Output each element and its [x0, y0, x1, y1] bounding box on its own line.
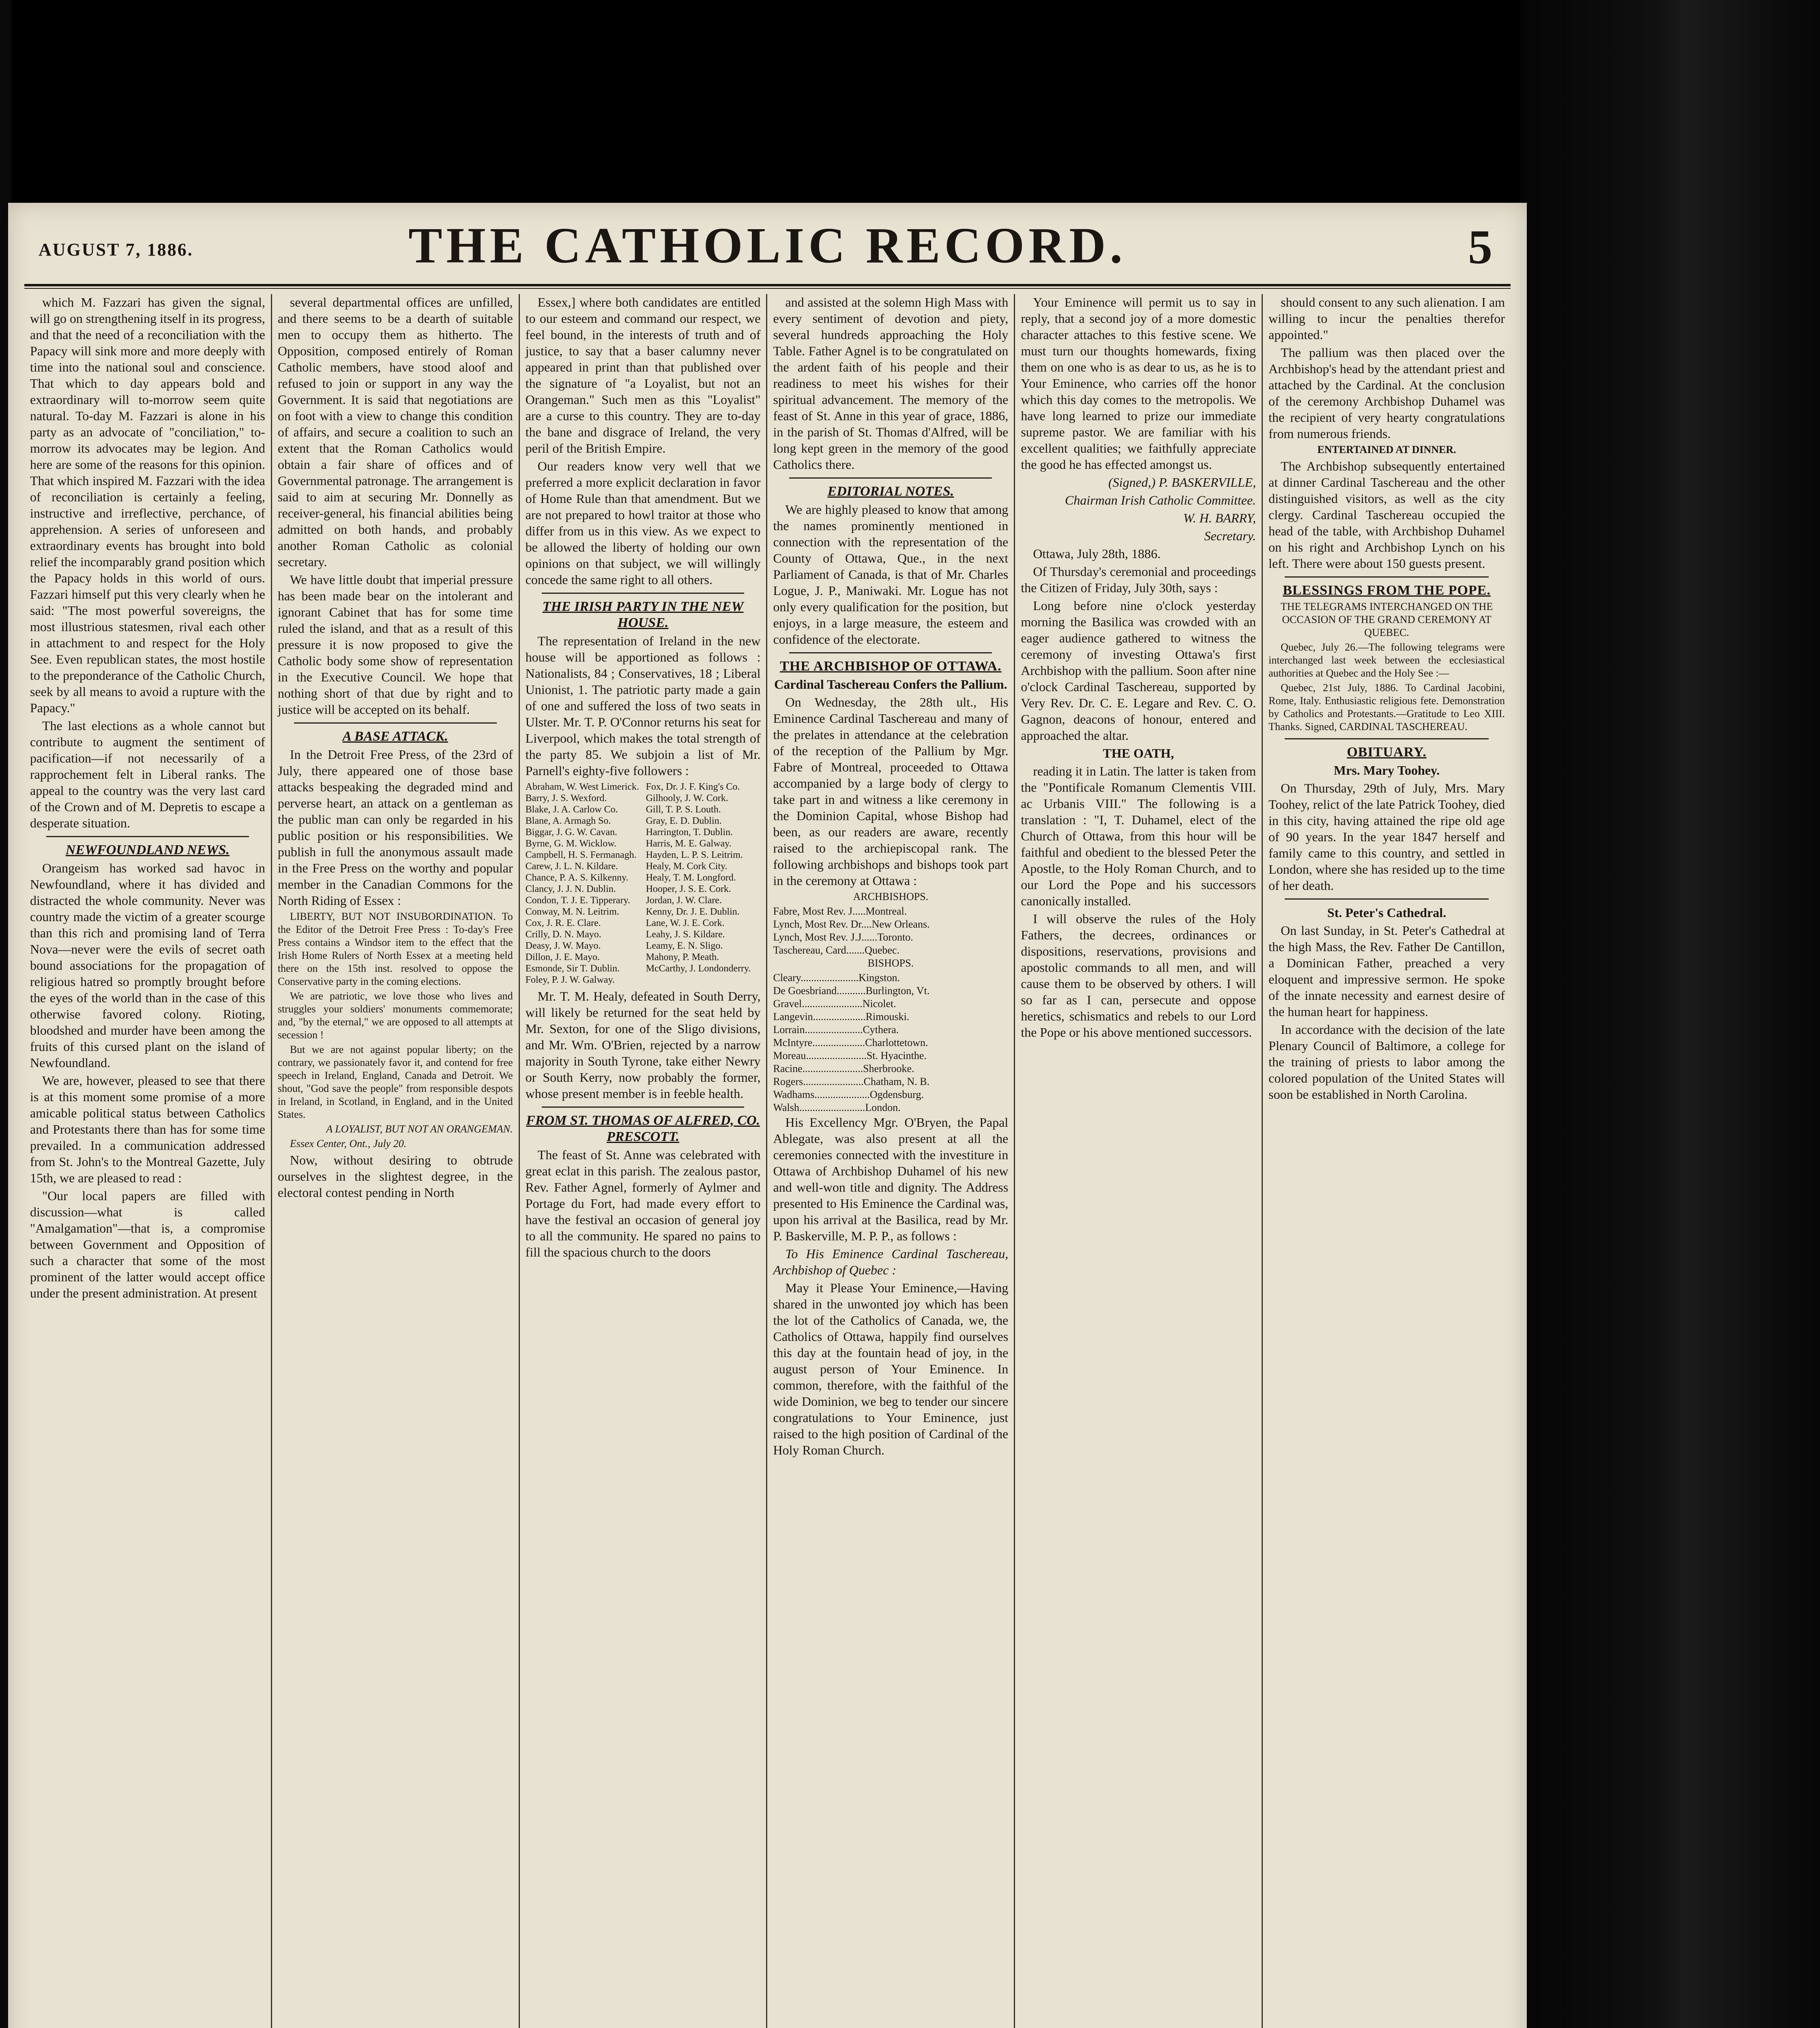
article-paragraph: On Wednesday, the 28th ult., His Eminence Cardinal Taschereau and many of the prelates in attendance at the celebration of the reception of the Pallium by Mgr. Fabre of Montreal, proceeded to Ottawa accompanied by a large body of clergy to take part in and witness a like ceremony in the Dominion Capital, whose Bishop had been, as our readers are aware, recently raised to the archiepiscopal rank. The following archbishops and bishops took part in the ceremony at Ottawa :	[773, 695, 1009, 888]
list-item: Moreau.......................St. Hyacinthe.	[773, 1050, 927, 1061]
list-item: Deasy, J. W. Mayo.	[525, 941, 601, 951]
section-subheading: Cardinal Taschereau Confers the Pallium.	[774, 677, 1007, 692]
list-item: Abraham, W. West Limerick.	[525, 782, 639, 792]
article-paragraph: Now, without desiring to obtrude ourselves in the slightest degree, in the electoral contest pending in North	[277, 1153, 513, 1200]
section-heading: THE IRISH PARTY IN THE NEW HOUSE.	[542, 599, 744, 630]
list-item: Biggar, J. G. W. Cavan.	[525, 827, 618, 838]
masthead-rule	[24, 284, 1511, 289]
list-item: Lynch, Most Rev. Dr....New Orleans.	[773, 918, 930, 930]
list-item: Racine.......................Sherbrooke.	[773, 1063, 914, 1074]
masthead-date: AUGUST 7, 1886.	[39, 240, 193, 260]
divider	[46, 836, 249, 837]
list-item: McIntyre....................Charlottetown.	[773, 1037, 928, 1048]
newspaper-page	[8, 203, 1527, 2028]
masthead	[8, 203, 1527, 284]
list-item: Gilhooly, J. W. Cork.	[646, 793, 728, 803]
list-item: Foley, P. J. W. Galway.	[525, 975, 615, 985]
signature-title: Secretary.	[1204, 528, 1256, 543]
article-paragraph: The representation of Ireland in the new house will be apportioned as follows : Nationalists, 84 ; Conservatives, 18 ; Liberal Unionist, 1. The patriotic party made a gain of one and suffered the loss of two seats in Ulster. Mr. T. P. O'Connor returns his seat for Liverpool, which makes the total strength of the party 85. We subjoin a list of Mr. Parnell's eighty-five followers :	[525, 634, 761, 778]
article-paragraph: In accordance with the decision of the late Plenary Council of Baltimore, a college for the training of priests to labor among the colored population of the United States will soon be established in North Carolina.	[1268, 1022, 1505, 1102]
list-item: Langevin....................Rimouski.	[773, 1011, 910, 1023]
article-paragraph: Our readers know very well that we preferred a more explicit declaration in favor of Home Rule than that amendment. But we are not prepared to howl traitor at those who differ from us in this view. As we expect to be allowed the liberty of holding our own opinions on that subject, we will willingly concede the same right to all others.	[525, 459, 761, 587]
list-item: Dillon, J. E. Mayo.	[525, 952, 600, 962]
list-item: Barry, J. S. Wexford.	[525, 793, 607, 803]
article-paragraph: We have little doubt that imperial pressure has been made bear on the intolerant and ignorant Cabinet that has for some time ruled the island, and that as a result of this pressure it is now proposed to give the Catholic body some show of representation in the Executive Council. We hope that nothing short of that due by right and to justice will be accepted on its behalf.	[277, 572, 513, 717]
list-item: Blane, A. Armagh So.	[525, 816, 611, 826]
list-item: Hayden, L. P. S. Leitrim.	[646, 850, 743, 860]
article-paragraph: On Thursday, 29th of July, Mrs. Mary Toohey, relict of the late Patrick Toohey, died in this city, having attained the ripe old age of 90 years. In the year 1847 herself and family came to this country, and settled in London, where she has resided up to the time of her death.	[1268, 781, 1505, 893]
list-item: Kenny, Dr. J. E. Dublin.	[646, 907, 740, 917]
section-subheading: Mrs. Mary Toohey.	[1333, 763, 1440, 778]
article-paragraph: We are, however, pleased to see that there is at this moment some promise of a more amicable political status between Catholics and Protestants there than has for some time prevailed. In a communication addressed from St. John's to the Montreal Gazette, July 15th, we are pleased to read :	[30, 1073, 265, 1185]
divider	[1285, 738, 1489, 739]
letter-place: Essex Center, Ont., July 20.	[290, 1138, 407, 1149]
list-item: Fabre, Most Rev. J.....Montreal.	[773, 905, 907, 917]
list-item: McCarthy, J. Londonderry.	[646, 963, 751, 974]
column-6	[1263, 294, 1511, 2028]
divider	[294, 722, 497, 724]
article-paragraph: "Our local papers are filled with discussion—what is called "Amalgamation"—that is, a compromise between Government and Opposition of such a character that some of the most prominent of the latter would accept office under the present administration. At present	[30, 1188, 265, 1300]
list-item: Wadhams.....................Ogdensburg.	[773, 1089, 924, 1100]
divider	[1285, 898, 1489, 900]
list-label: BISHOPS.	[867, 957, 914, 969]
dateline: Ottawa, July 28th, 1886.	[1033, 546, 1161, 561]
masthead-title: THE CATHOLIC RECORD.	[408, 218, 1127, 274]
list-item: Leahy, J. S. Kildare.	[646, 929, 725, 940]
section-heading: A BASE ATTACK.	[342, 729, 448, 744]
list-item: Esmonde, Sir T. Dublin.	[525, 963, 620, 974]
list-item: Harrington, T. Dublin.	[646, 827, 733, 838]
list-item: Fox, Dr. J. F. King's Co.	[646, 782, 740, 792]
article-paragraph: reading it in Latin. The latter is taken from the "Pontificale Romanum Clementis VIII. ac Urbanis VIII." The following is a translation : "I, T. Duhamel, elect of the Church of Ottawa, from this hour will be faithful and obedient to the blessed Peter the Apostle, to the Holy Roman Church, and to our Lord the Pope and his successors canonically installed.	[1021, 764, 1256, 908]
article-paragraph: Essex,] where both candidates are entitled to our esteem and command our respect, we feel bound, in the interests of truth and of justice, to say that a baser calumny never appeared in print than that published over the signature of "a Loyalist, but not an Orangeman." Such men as this "Loyalist" are a curse to this country. They are to-day the bane and disgrace of Ireland, the very peril of the British Empire.	[525, 295, 761, 455]
column-4	[767, 294, 1015, 2028]
article-paragraph: In the Detroit Free Press, of the 23rd of July, there appeared one of those base attacks bespeaking the degraded mind and perverse heart, an attack on a gentleman as the public man can only be regarded in his public position or his responsibilities. We publish in full the anonymous assault made in the Free Press on the worthy and popular member in the Canadian Commons for the North Riding of Essex :	[277, 747, 513, 908]
section-heading: FROM ST. THOMAS OF ALFRED, CO. PRESCOTT.	[526, 1113, 760, 1144]
list-item: Conway, M. N. Leitrim.	[525, 907, 619, 917]
list-item: Blake, J. A. Carlow Co.	[525, 804, 618, 815]
article-paragraph: We are highly pleased to know that among the names prominently mentioned in connection with the representation of the County of Ottawa, Que., in the next Parliament of Canada, is that of Mr. Charles Logue, J. P., Maniwaki. Mr. Logue has not only every qualification for the position, but enjoys, in a large measure, the esteem and confidence of the electorate.	[773, 502, 1009, 647]
section-heading: THE ARCHBISHOP OF OTTAWA.	[780, 659, 1002, 674]
list-item: Taschereau, Card.......Quebec.	[773, 944, 899, 956]
list-item: Cleary......................Kingston.	[773, 972, 900, 984]
article-paragraph: and assisted at the solemn High Mass with every sentiment of devotion and piety, several hundreds approaching the Holy Table. Father Agnel is to be congratulated on the ardent faith of his people and their readiness to meet his wishes for their spiritual advancement. The memory of the feast of St. Anne in this year of grace, 1886, in the parish of St. Thomas d'Alfred, will be long kept green in the memory of the good Catholics there.	[773, 295, 1009, 472]
list-item: Carew, J. L. N. Kildare.	[525, 861, 618, 872]
article-paragraph: several departmental offices are unfilled, and there seems to be a dearth of suitable men to occupy them as hitherto. The Opposition, composed entirely of Roman Catholic members, have stood aloof and refused to join or support in any way the Government. It is said that negotiations are on foot with a view to change this condition of affairs, and secure a coalition to such an extent that the Roman Catholics would obtain a fair share of offices and of Governmental patronage. The arrangement is said to aim at securing Mr. Donnelly as receiver-general, his financial abilities being admitted on both hands, and probably another Roman Catholic as colonial secretary.	[277, 295, 513, 569]
list-item: Byrne, G. M. Wicklow.	[525, 838, 616, 849]
divider	[542, 1106, 745, 1108]
list-item: Cox, J. R. E. Clare.	[525, 918, 601, 928]
section-heading: NEWFOUNDLAND NEWS.	[65, 842, 230, 857]
divider	[1285, 576, 1489, 578]
article-paragraph: The Archbishop subsequently entertained at dinner Cardinal Taschereau and the other distinguished visitors, as well as the city clergy. Cardinal Taschereau occupied the head of the table, with Archbishop Duhamel on his right and Archbishop Lynch on his left. There were about 150 guests present.	[1268, 459, 1505, 571]
section-subheading: THE TELEGRAMS INTERCHANGED ON THE OCCASION OF THE GRAND CEREMONY AT QUEBEC.	[1280, 601, 1493, 638]
list-item: Walsh.........................London.	[773, 1102, 901, 1113]
list-item: Leamy, E. N. Sligo.	[646, 941, 723, 951]
article-paragraph: We are patriotic, we love those who lives and struggles your soldiers' monuments commemorate; and, "by the eternal," we are opposed to all attempts at secession !	[277, 990, 513, 1041]
list-item: Gray, E. D. Dublin.	[646, 816, 722, 826]
list-item: Harris, M. E. Galway.	[646, 838, 732, 849]
list-item: Hooper, J. S. E. Cork.	[646, 884, 731, 894]
article-paragraph: The last elections as a whole cannot but contribute to augment the sentiment of pacification—if not necessarily of a rapprochement felt in Liberal ranks. The appeal to the country was the very last card of the Crown and of M. Depretis to escape a desperate situation.	[30, 718, 265, 830]
bishops-list	[773, 971, 1008, 1114]
list-item: Campbell, H. S. Fermanagh.	[525, 850, 637, 860]
article-paragraph: should consent to any such alienation. I am willing to incur the penalties therefor appointed."	[1268, 295, 1505, 342]
article-paragraph: I will observe the rules of the Holy Fathers, the decrees, ordinances or dispositions, reservations, provisions and apostolic commands to all men, and will cause them to be observed by others. I will so far as I can, persecute and oppose heretics, schismatics and rebels to our Lord the Pope or his above mentioned successors.	[1021, 911, 1256, 1040]
section-heading: OBITUARY.	[1347, 745, 1427, 760]
article-paragraph: Quebec, July 26.—The following telegrams were interchanged last week between the ecclesiastical authorities at Quebec and the Holy See :—	[1268, 641, 1505, 679]
members-list	[526, 781, 761, 986]
list-item: Lane, W. J. E. Cork.	[646, 918, 725, 928]
list-item: Condon, T. J. E. Tipperary.	[525, 895, 630, 906]
article-paragraph: The feast of St. Anne was celebrated with great eclat in this parish. The zealous pastor, Rev. Father Agnel, formerly of Aylmer and Portage du Fort, had made every effort to have the festival an occasion of general joy to all the community. He spared no pains to fill the spacious church to the doors	[525, 1147, 761, 1259]
list-item: Healy, M. Cork City.	[646, 861, 728, 872]
article-paragraph: Mr. T. M. Healy, defeated in South Derry, will likely be returned for the seat held by Mr. Sexton, for one of the Sligo divisions, and Mr. Wm. O'Brien, rejected by a narrow majority in South Tyrone, take either Newry or South Kerry, now probably the former, whose present member is in feeble health.	[525, 989, 761, 1101]
list-item: Rogers.......................Chatham, N. B.	[773, 1076, 930, 1087]
list-item: Lynch, Most Rev. J.J......Toronto.	[773, 931, 913, 943]
section-heading: EDITORIAL NOTES.	[827, 484, 954, 499]
column-1	[24, 294, 272, 2028]
divider	[542, 593, 745, 594]
list-item: Healy, T. M. Longford.	[646, 872, 736, 883]
signature-title: Chairman Irish Catholic Committee.	[1065, 493, 1256, 507]
section-subheading: St. Peter's Cathedral.	[1327, 905, 1447, 920]
archbishops-list	[773, 905, 1008, 957]
list-item: Lorrain......................Cythera.	[773, 1024, 899, 1035]
list-label: ARCHBISHOPS.	[853, 891, 929, 902]
section-subheading: ENTERTAINED AT DINNER.	[1317, 444, 1456, 455]
section-subheading: THE OATH,	[1103, 746, 1174, 760]
article-paragraph: Long before nine o'clock yesterday morning the Basilica was crowded with an eager audience gathered to witness the ceremony of investing Ottawa's first Archbishop with the pallium. Soon after nine o'clock Cardinal Taschereau, supported by Very Rev. Dr. C. E. Legare and Rev. C. O. Gagnon, deacons of honour, entered and approached the altar.	[1021, 598, 1256, 743]
divider	[789, 477, 992, 479]
page-number: 5	[1468, 220, 1492, 274]
section-heading: BLESSINGS FROM THE POPE.	[1283, 583, 1491, 598]
adjacent-page-edge	[1520, 0, 1820, 2028]
column-2	[272, 294, 520, 2028]
columns	[24, 294, 1511, 2028]
article-paragraph: Of Thursday's ceremonial and proceedings the Citizen of Friday, July 30th, says :	[1021, 564, 1256, 595]
list-item: De Goesbriand...........Burlington, Vt.	[773, 985, 930, 997]
article-paragraph: His Excellency Mgr. O'Bryen, the Papal Ablegate, was also present at all the ceremonies connected with the investiture in Ottawa of Archbishop Duhamel of his new and well-won title and dignity. The Address presented to His Eminence the Cardinal was, upon his arrival at the Basilica, read by Mr. P. Baskerville, M. P. P., as follows :	[773, 1115, 1009, 1243]
article-paragraph: Quebec, 21st July, 1886. To Cardinal Jacobini, Rome, Italy. Enthusiastic religious fete. Demonstration by Catholics and Protestants.—Gratitude to Leo XIII. Thanks. Signed, CARDINAL TASCHEREAU.	[1268, 682, 1505, 733]
column-5	[1015, 294, 1263, 2028]
list-item: Jordan, J. W. Clare.	[646, 895, 722, 906]
column-3	[520, 294, 768, 2028]
signature: (Signed,) P. BASKERVILLE,	[1108, 475, 1256, 490]
article-paragraph: Orangeism has worked sad havoc in Newfoundland, where it has divided and distracted the whole community. Never was country made the victim of a greater scourge than this rich and promising land of Terra Nova—never were the evils of secret oath bound associations for the propagation of religious hatred so promptly brought before the eyes of the world than in the case of this otherwise favored colony. Rioting, bloodshed and murder have been among the fruits of this cursed plant on the island of Newfoundland.	[30, 861, 265, 1070]
letter-signature: A LOYALIST, BUT NOT AN ORANGEMAN.	[326, 1123, 513, 1135]
article-paragraph: May it Please Your Eminence,—Having shared in the unwonted joy which has been the lot of the Catholics of Canada, we, the Catholics of Ottawa, happily find ourselves this day at the fountain head of joy, in the august person of Your Eminence. In common, therefore, with the faithful of the wide Dominion, we beg to tender our sincere congratulations to Your Eminence, just raised to the high position of Cardinal of the Holy Roman Church.	[773, 1280, 1009, 1457]
article-paragraph: The pallium was then placed over the Archbishop's head by the attendant priest and attached by the Cardinal. At the conclusion of the ceremony Archbishop Duhamel was the recipient of very hearty congratulations from numerous friends.	[1268, 345, 1505, 441]
article-paragraph: On last Sunday, in St. Peter's Cathedral at the high Mass, the Rev. Father De Cantillon, a Dominican Father, preached a very eloquent and impressive sermon. He spoke of the innate necessity and earnest desire of the human heart for happiness.	[1268, 923, 1505, 1019]
list-item: Crilly, D. N. Mayo.	[525, 929, 601, 940]
list-item: Chance, P. A. S. Kilkenny.	[525, 872, 629, 883]
list-item: Gill, T. P. S. Louth.	[646, 804, 721, 815]
divider	[789, 652, 992, 653]
address-to: To His Eminence Cardinal Taschereau, Archbishop of Quebec :	[773, 1246, 1009, 1277]
article-paragraph: Your Eminence will permit us to say in reply, that a second joy of a more domestic character attaches to this festive scene. We must turn our thoughts homewards, fixing them on one who is as dear to us, as he is to Your Eminence, who carries off the honor which this day comes to the metropolis. We have long learned to prize our immediate supreme pastor. We are familiar with his excellent qualities; we faithfully appreciate the good he has effected amongst us.	[1021, 295, 1256, 472]
list-item: Gravel.......................Nicolet.	[773, 998, 896, 1010]
list-item: Mahony, P. Meath.	[646, 952, 719, 962]
list-item: Clancy, J. J. N. Dublin.	[525, 884, 616, 894]
article-paragraph: which M. Fazzari has given the signal, will go on strengthening itself in its progress, and that the need of a reconciliation with the Papacy will sink more and more deeply with time into the national soul and conscience. That which to day appears bold and extraordinary will to-morrow seem quite natural. To-day M. Fazzari is alone in his party as an advocate of "conciliation," to-morrow its advocates may be legion. And here are some of the reasons for this opinion. That which inspired M. Fazzari with the idea of reconciliation is certainly a feeling, instructive and irreflective, perchance, of apprehension. A series of unforeseen and extraordinary events has brought into bold relief the incomparably grand position which the Papacy holds in this world of ours. Fazzari himself put this very clearly when he said: "The most powerful sovereigns, the most illustrious statesmen, rival each other in attachment to and respect for the Holy See. Even republican states, the most hostile to the preponderance of the Catholic Church, seek by all means to avoid a rupture with the Papacy."	[30, 295, 265, 715]
signature: W. H. BARRY,	[1183, 511, 1256, 525]
article-paragraph: But we are not against popular liberty; on the contrary, we passionately favor it, and contend for free speech in Ireland, England, Canada and Detroit. We shout, "God save the people" from responsible despots in Ireland, in Scotland, in England, and in the United States.	[277, 1044, 513, 1120]
article-paragraph: LIBERTY, BUT NOT INSUBORDINATION. To the Editor of the Detroit Free Press : To-day's Free Press contains a Windsor item to the effect that the Irish Home Rulers of North Essex at a meeting held there on the 15th inst. resolved to oppose the Conservative party in the coming elections.	[277, 911, 513, 987]
